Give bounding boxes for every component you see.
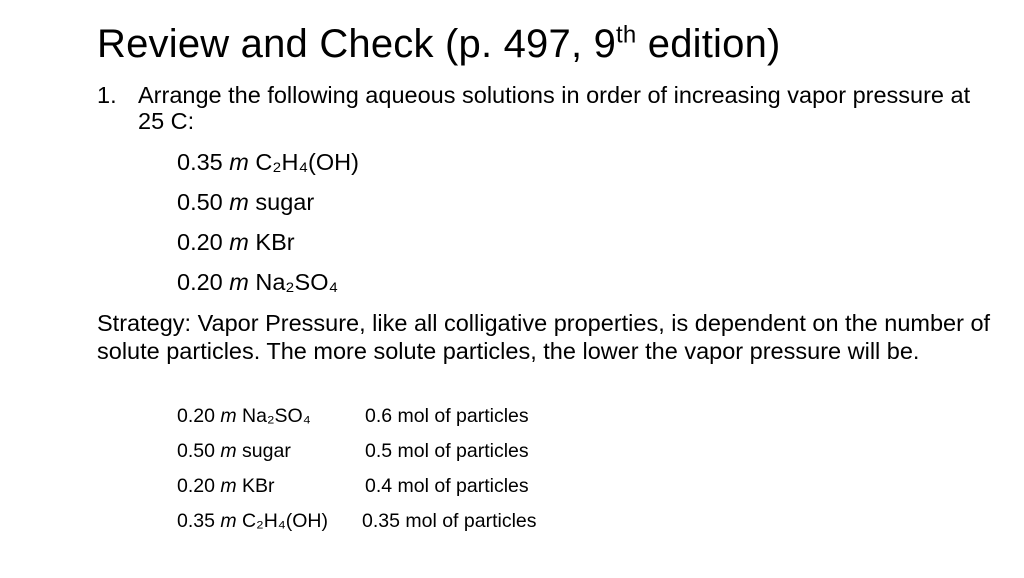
solution-item: 0.20 m KBr (177, 229, 295, 255)
ranking-row: 0.50 m sugar 0.5 mol of particles (177, 440, 529, 462)
question-text: Arrange the following aqueous solutions in order of increasing vapor pressure at 25 C: (138, 82, 971, 134)
slide-title: Review and Check (p. 497, 9th edition) (97, 21, 781, 66)
ranking-row: 0.20 m KBr 0.4 mol of particles (177, 475, 529, 497)
solution-item: 0.35 m C₂H₄(OH) (177, 149, 359, 175)
question-1 (97, 82, 977, 134)
solution-item: 0.50 m sugar (177, 189, 315, 215)
question-number: 1. (97, 82, 117, 108)
ranking-row: 0.20 m Na₂SO₄ 0.6 mol of particles (177, 405, 529, 427)
ranking-row: 0.35 m C₂H₄(OH) 0.35 mol of particles (177, 510, 537, 532)
strategy-text: Strategy: Vapor Pressure, like all colligative properties, is dependent on the number of solute particles. The more solute particles, the lower the vapor pressure will be. (97, 310, 991, 364)
solution-item: 0.20 m Na₂SO₄ (177, 269, 339, 295)
